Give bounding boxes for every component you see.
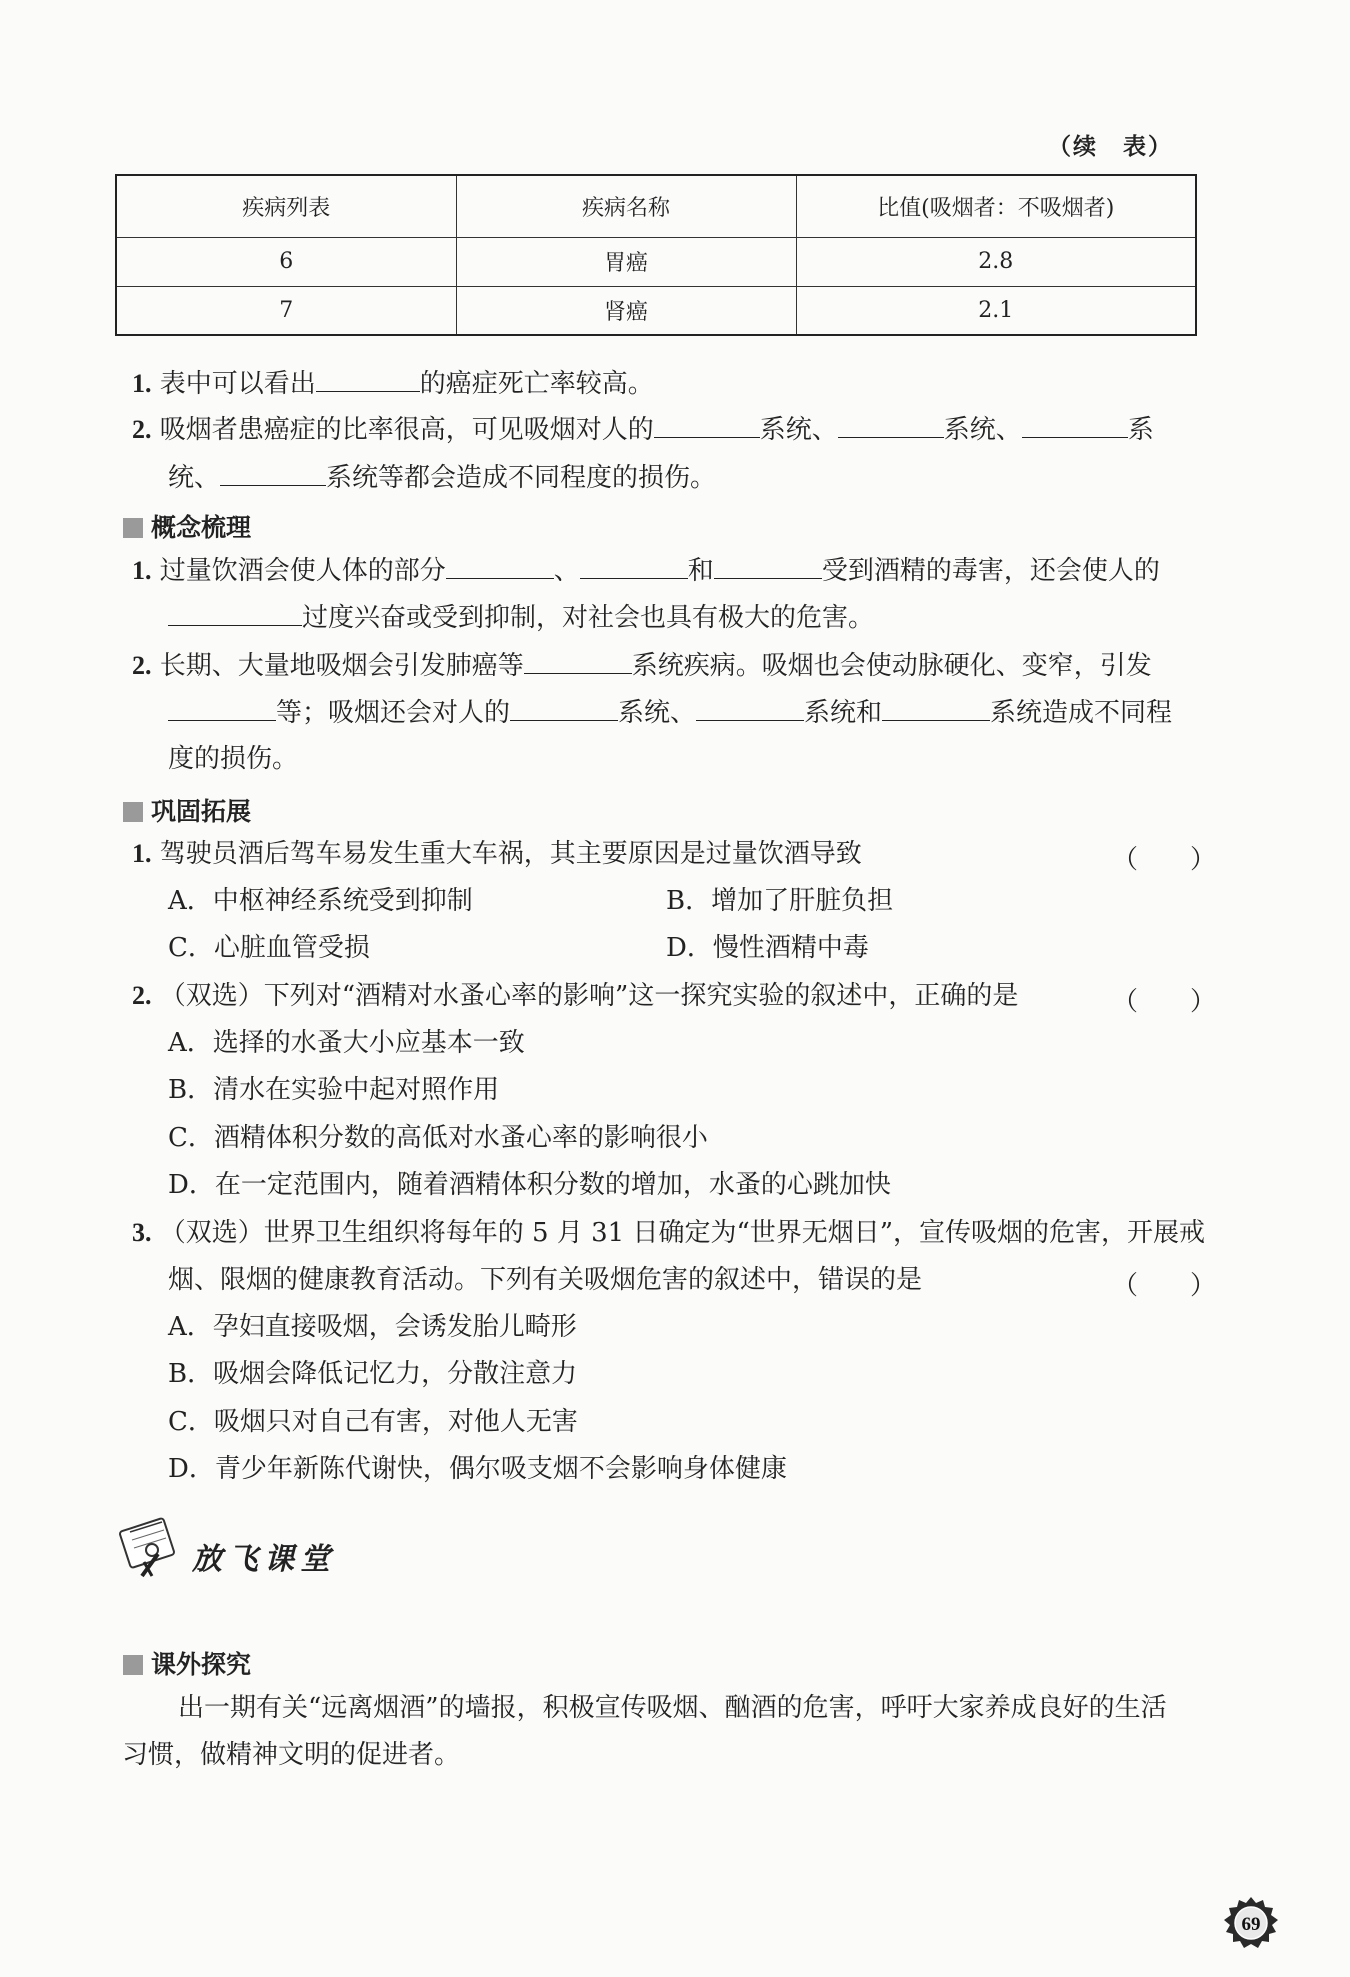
answer-blank[interactable] [316, 368, 420, 392]
extracurricular-text-line-1: 出一期有关“远离烟酒”的墙报，积极宣传吸烟、酗酒的危害，呼吁大家养成良好的生活 [178, 1693, 1167, 1723]
table-row [116, 286, 1196, 335]
banner-title: 放飞课堂 [192, 1542, 336, 1577]
concept-question-2-cont2: 度的损伤。 [168, 744, 299, 774]
section-title-extracurricular: 课外探究 [123, 1645, 251, 1681]
extracurricular-text-line-2: 习惯，做精神文明的促进者。 [122, 1740, 461, 1770]
mc-question-2: 2. （双选）下列对“酒精对水蚤心率的影响”这一探究实验的叙述中，正确的是 [132, 981, 1019, 1011]
option-c[interactable]: C．吸烟只对自己有害，对他人无害 [168, 1407, 578, 1437]
answer-blank[interactable] [580, 555, 688, 579]
continued-label: （续 表） [1048, 133, 1173, 160]
answer-blank[interactable] [220, 462, 326, 486]
question-top-2-cont: 统、 系统等都会造成不同程度的损伤。 [168, 463, 717, 493]
mc-question-1: 1. 驾驶员酒后驾车易发生重大车祸，其主要原因是过量饮酒导致 [132, 839, 862, 869]
option-a[interactable]: A．中枢神经系统受到抑制 [168, 886, 473, 916]
table-cell: 肾癌 [456, 286, 796, 335]
section-title-consolidate: 巩固拓展 [123, 792, 251, 828]
answer-blank[interactable] [446, 555, 554, 579]
table-cell: 胃癌 [456, 237, 796, 286]
disease-ratio-table [115, 174, 1197, 336]
answer-blank[interactable] [654, 414, 760, 438]
question-top-2: 2. 吸烟者患癌症的比率很高，可见吸烟对人的 系统、 系统、 系 [132, 415, 1154, 445]
answer-blank[interactable] [696, 697, 804, 721]
option-b[interactable]: B．增加了肝脏负担 [666, 886, 894, 916]
page-number-badge [1222, 1895, 1280, 1953]
option-b[interactable]: B．吸烟会降低记忆力，分散注意力 [168, 1359, 578, 1389]
option-a[interactable]: A．选择的水蚤大小应基本一致 [168, 1028, 525, 1058]
table-cell: 7 [116, 286, 456, 335]
table-cell: 6 [116, 237, 456, 286]
section-marker-icon [123, 802, 143, 822]
option-d[interactable]: D．慢性酒精中毒 [666, 933, 869, 963]
option-a[interactable]: A．孕妇直接吸烟，会诱发胎儿畸形 [168, 1312, 577, 1342]
page-number: 69 [1241, 1914, 1261, 1935]
option-c[interactable]: C．酒精体积分数的高低对水蚤心率的影响很小 [168, 1123, 708, 1153]
section-marker-icon [123, 1655, 143, 1675]
concept-question-1-cont: 过度兴奋或受到抑制，对社会也具有极大的危害。 [168, 602, 874, 633]
table-header-cell: 疾病名称 [456, 175, 796, 237]
answer-parentheses[interactable]: （ ） [1112, 1271, 1217, 1301]
concept-question-1: 1. 过量饮酒会使人体的部分 、 和 受到酒精的毒害，还会使人的 [132, 556, 1160, 586]
mc-question-3-cont: 烟、限烟的健康教育活动。下列有关吸烟危害的叙述中，错误的是 [168, 1265, 923, 1295]
answer-blank[interactable] [510, 697, 618, 721]
option-d[interactable]: D．在一定范围内，随着酒精体积分数的增加，水蚤的心跳加快 [168, 1170, 891, 1200]
option-c[interactable]: C．心脏血管受损 [168, 933, 370, 963]
question-top-1: 1. 表中可以看出 的癌症死亡率较高。 [132, 369, 654, 399]
answer-blank[interactable] [838, 414, 944, 438]
option-d[interactable]: D．青少年新陈代谢快，偶尔吸支烟不会影响身体健康 [168, 1454, 787, 1484]
notebook-pencil-icon [118, 1510, 198, 1580]
answer-blank[interactable] [882, 697, 990, 721]
table-cell: 2.8 [796, 237, 1196, 286]
answer-blank[interactable] [714, 555, 822, 579]
concept-question-2-cont: 等；吸烟还会对人的 系统、 系统和 系统造成不同程 [168, 697, 1172, 728]
answer-parentheses[interactable]: （ ） [1112, 987, 1217, 1017]
section-title-concepts: 概念梳理 [123, 508, 251, 544]
table-row [116, 237, 1196, 286]
concept-question-2: 2. 长期、大量地吸烟会引发肺癌等 系统疾病。吸烟也会使动脉硬化、变窄，引发 [132, 651, 1152, 681]
table-header-row [116, 175, 1196, 237]
table-header-cell: 疾病列表 [116, 175, 456, 237]
answer-blank[interactable] [524, 650, 632, 674]
option-b[interactable]: B．清水在实验中起对照作用 [168, 1075, 500, 1105]
table-header-cell: 比值(吸烟者：不吸烟者) [796, 175, 1196, 237]
answer-blank[interactable] [168, 602, 302, 626]
table-cell: 2.1 [796, 286, 1196, 335]
section-marker-icon [123, 518, 143, 538]
answer-blank[interactable] [168, 697, 276, 721]
answer-blank[interactable] [1022, 414, 1128, 438]
mc-question-3: 3. （双选）世界卫生组织将每年的 5 月 31 日确定为“世界无烟日”，宣传吸烟的危害，开展戒 [132, 1218, 1206, 1248]
answer-parentheses[interactable]: （ ） [1112, 845, 1217, 875]
